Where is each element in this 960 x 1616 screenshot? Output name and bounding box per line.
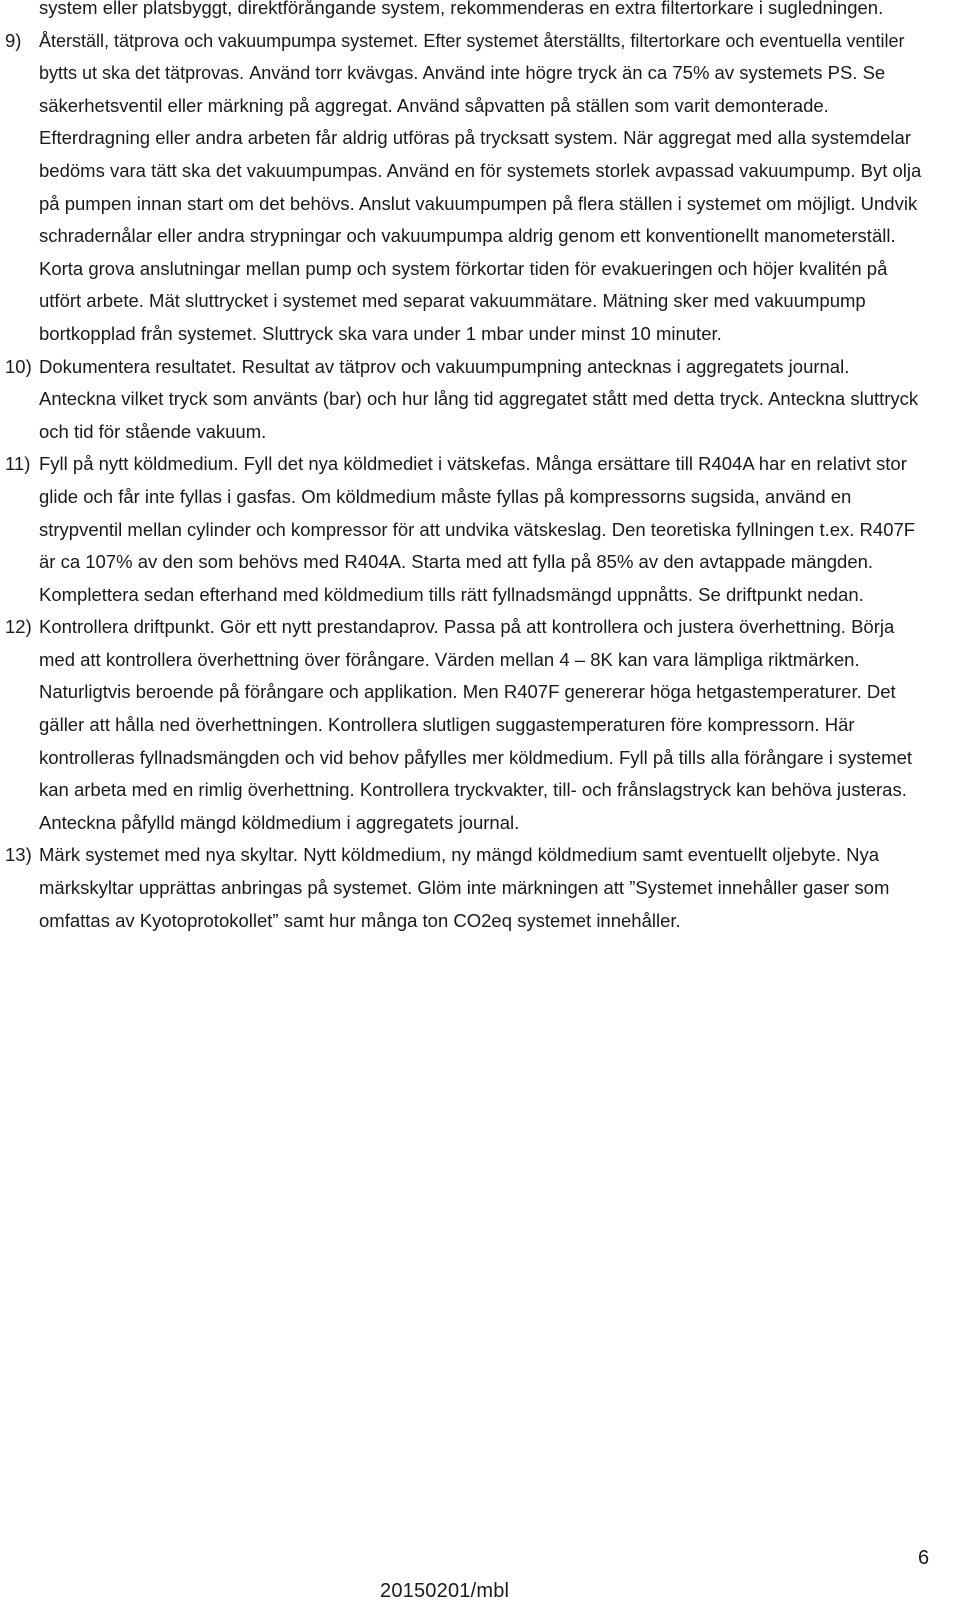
item-number: 12) bbox=[5, 616, 32, 638]
item-number: 13) bbox=[5, 844, 32, 866]
sentence: Se säkerhetsventil eller märkning på aggregat. bbox=[39, 62, 886, 116]
sentence: Efter systemet återställts, filtertorkare och eventuella ventiler bytts ut ska det tätprovas. bbox=[39, 30, 905, 84]
sentence: Värden mellan 4 – 8K kan vara lämpliga riktmärken. bbox=[434, 648, 860, 670]
sentence: Passa på att kontrollera och justera överhettning. bbox=[443, 616, 846, 638]
sentence: Sluttryck ska vara under 1 mbar under minst 10 minuter. bbox=[262, 322, 722, 344]
sentence: Starta med att fylla på 85% av den avtappade mängden. bbox=[411, 551, 874, 573]
document-body bbox=[5, 0, 930, 937]
sentence: Återställ, tätprova och vakuumpumpa systemet. bbox=[39, 30, 419, 51]
lead-paragraph: system eller platsbyggt, direktförångande system, rekommenderas en extra filtertorkare i sugledningen. bbox=[39, 0, 884, 18]
sentence: Gör ett nytt prestandaprov. bbox=[219, 616, 439, 638]
sentence: Nya märkskyltar upprättas anbringas på systemet. bbox=[39, 844, 880, 899]
sentence: Många ersättare till R404A har en relativt stor glide och får inte fyllas i gasfas. bbox=[39, 453, 907, 507]
sentence: Komplettera sedan efterhand med köldmedium tills rätt fyllnadsmängd uppnåtts. bbox=[39, 583, 694, 605]
sentence: Kontrollera slutligen suggastemperaturen före kompressorn. bbox=[328, 714, 820, 736]
sentence: Fyll det nya köldmediet i vätskefas. bbox=[243, 453, 531, 475]
list-item bbox=[5, 611, 930, 839]
item-number: 9) bbox=[5, 29, 22, 51]
sentence: Korta grova anslutningar mellan pump och system förkortar tiden för evakueringen och höjer kvalitén på utfört arbete. bbox=[39, 257, 888, 312]
sentence: Fyll på tills alla förångare i systemet kan arbeta med en rimlig överhettning. bbox=[39, 746, 912, 801]
sentence: Märk systemet med nya skyltar. bbox=[39, 844, 299, 866]
item-text bbox=[39, 611, 930, 839]
sentence: Nytt köldmedium, ny mängd köldmedium samt eventuellt oljebyte. bbox=[303, 844, 841, 866]
sentence: Kontrollera driftpunkt. bbox=[39, 616, 215, 638]
sentence: Anslut vakuumpumpen på flera ställen i systemet om möjligt. bbox=[358, 192, 856, 214]
sentence: Mätning sker med vakuumpump bortkopplad från systemet. bbox=[39, 290, 866, 344]
list-item bbox=[5, 351, 930, 449]
sentence: Resultat av tätprov och vakuumpumpning antecknas i aggregatets journal. bbox=[241, 355, 850, 377]
sentence: Undvik schradernålar eller andra strypningar och vakuumpumpa aldrig genom ett konventionellt manometerställ. bbox=[39, 192, 918, 247]
item-text bbox=[39, 25, 930, 351]
sentence: Använd en för systemets storlek avpassad vakuumpump. bbox=[386, 159, 856, 181]
sentence: Se driftpunkt nedan. bbox=[698, 583, 864, 605]
item-text bbox=[39, 839, 930, 937]
item-number: 10) bbox=[5, 355, 32, 377]
sentence: Använd inte högre tryck än ca 75% av systemets PS. bbox=[422, 62, 858, 84]
sentence: Byt olja på pumpen innan start om det behövs. bbox=[39, 159, 922, 214]
sentence: Det gäller att hålla ned överhettningen. bbox=[39, 681, 896, 736]
item-text bbox=[39, 351, 930, 449]
sentence: Anteckna sluttryck och tid för stående vakuum. bbox=[39, 388, 919, 442]
sentence: Anteckna påfylld mängd köldmedium i aggregatets journal. bbox=[39, 811, 520, 833]
sentence: Den teoretiska fyllningen t.ex. R407F är ca 107% av den som behövs med R404A. bbox=[39, 518, 916, 573]
sentence: Anteckna vilket tryck som använts (bar) och hur lång tid aggregatet stått med detta tryck. bbox=[39, 388, 764, 410]
sentence: Använd såpvatten på ställen som varit demonterade. bbox=[396, 94, 829, 116]
sentence: Mät sluttrycket i systemet med separat vakuummätare. bbox=[149, 290, 598, 312]
sentence: Här kontrolleras fyllnadsmängden och vid behov påfylles mer köldmedium. bbox=[39, 714, 855, 768]
sentence: Naturligtvis beroende på förångare och applikation. bbox=[39, 681, 458, 703]
sentence: Men R407F genererar höga hetgastemperaturer. bbox=[462, 681, 862, 703]
item-text bbox=[39, 448, 930, 611]
sentence: Fyll på nytt köldmedium. bbox=[39, 453, 239, 475]
list-item bbox=[5, 839, 930, 937]
sentence: Glöm inte märkningen att ”Systemet innehåller gaser som omfattas av Kyotoprotokollet” samt hur många ton CO2eq systemet innehåller. bbox=[39, 877, 890, 931]
list-item bbox=[5, 448, 930, 611]
sentence: Efterdragning eller andra arbeten får aldrig utföras på trycksatt system. bbox=[39, 127, 618, 149]
sentence: Om köldmedium måste fyllas på kompressorns sugsida, använd en strypventil mellan cylinder och kompressor för att undvika vätskeslag. bbox=[39, 485, 852, 540]
sentence: Börja med att kontrollera överhettning över förångare. bbox=[39, 616, 895, 670]
sentence: Dokumentera resultatet. bbox=[39, 355, 237, 377]
list-item bbox=[5, 25, 930, 351]
page-number: 6 bbox=[918, 1547, 930, 1569]
sentence: När aggregat med alla systemdelar bedöms vara tätt ska det vakuumpumpas. bbox=[39, 127, 911, 181]
footer-date: 20150201/mbl bbox=[380, 1580, 510, 1602]
sentence: Använd torr kvävgas. bbox=[249, 63, 419, 84]
sentence: Kontrollera tryckvakter, till- och frånslagstryck kan behöva justeras. bbox=[359, 779, 907, 801]
item-number: 11) bbox=[5, 453, 31, 475]
